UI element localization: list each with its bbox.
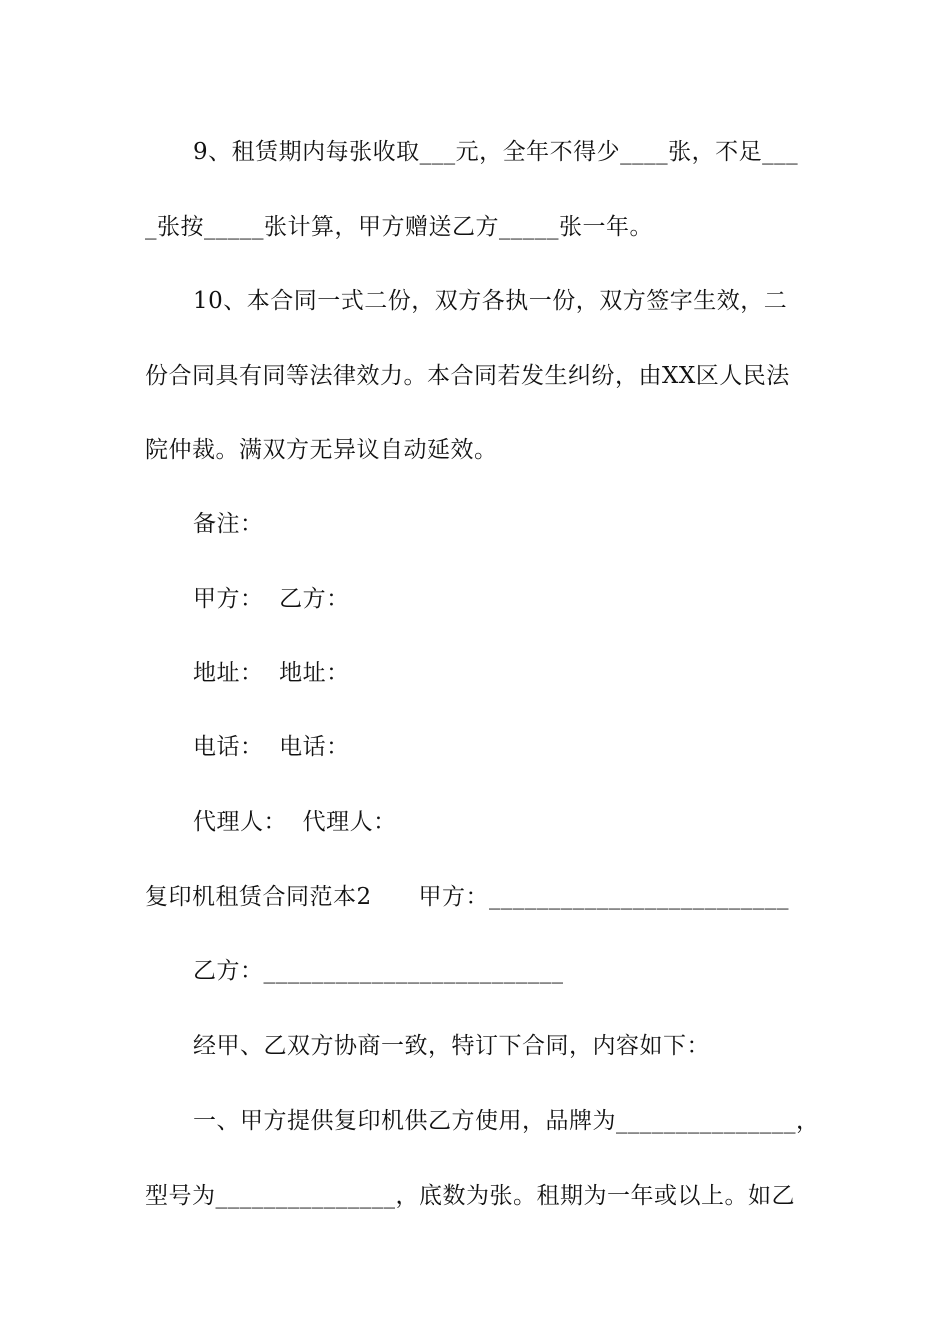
clause-9-line-1: 9、租赁期内每张收取___元，全年不得少____张，不足___ xyxy=(193,139,799,165)
party-labels: 甲方： 乙方： xyxy=(193,586,350,612)
clause-9-line-2: _张按_____张计算，甲方赠送乙方_____张一年。 xyxy=(145,214,653,240)
template-2-heading: 复印机租赁合同范本2 甲方：_________________________ xyxy=(145,884,789,910)
agent-labels: 代理人： 代理人： xyxy=(193,809,397,835)
clause-10-line-2: 份合同具有同等法律效力。本合同若发生纠纷，由XX区人民法 xyxy=(145,363,790,389)
remarks-label: 备注： xyxy=(193,511,264,537)
clause-1-line-1: 一、甲方提供复印机供乙方使用，品牌为_______________， xyxy=(193,1108,820,1134)
agreement-intro: 经甲、乙双方协商一致，特订下合同，内容如下： xyxy=(193,1033,710,1059)
address-labels: 地址： 地址： xyxy=(193,660,350,686)
clause-1-line-2: 型号为_______________，底数为张。租期为一年或以上。如乙 xyxy=(145,1183,795,1209)
clause-10-line-1: 10、本合同一式二份，双方各执一份，双方签字生效，二 xyxy=(193,288,788,314)
clause-10-line-3: 院仲裁。满双方无异议自动延效。 xyxy=(145,437,498,463)
party-b-line: 乙方：_________________________ xyxy=(193,958,564,984)
phone-labels: 电话： 电话： xyxy=(193,734,350,760)
